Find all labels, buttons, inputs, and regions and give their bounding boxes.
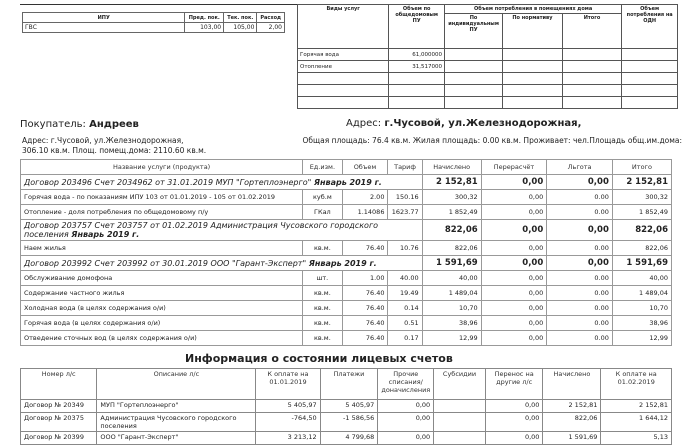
service-charged: 822,06: [422, 241, 481, 256]
service-tariff: 0.14: [388, 301, 422, 316]
contract-total: 2 152,81: [612, 175, 671, 190]
acc-header-charged: Начислено: [543, 369, 601, 400]
ipu-name: ГВС: [23, 23, 185, 33]
house-service: Горячая вода: [298, 49, 389, 61]
house-row: [298, 85, 678, 97]
service-total: 38,96: [612, 316, 671, 331]
svc-header-unit: Ед.изм.: [303, 160, 342, 175]
service-volume: 76.40: [342, 241, 388, 256]
service-benefit: 0.00: [547, 301, 613, 316]
contract-row: [21, 256, 672, 271]
contract-charged: 822,06: [422, 220, 481, 241]
account-payments: 5 405,97: [320, 400, 378, 413]
account-number: Договор № 20349: [21, 400, 97, 413]
account-number: Договор № 20399: [21, 432, 97, 445]
contract-recalc: 0,00: [481, 175, 547, 190]
service-charged: 10,70: [422, 301, 481, 316]
services-table: [20, 159, 672, 346]
svc-header-benefit: Льгота: [547, 160, 613, 175]
house-volume-table: [297, 4, 678, 109]
account-transfer: 0,00: [485, 432, 543, 445]
ipu-table: [22, 12, 285, 33]
service-tariff: 0.17: [388, 331, 422, 346]
service-charged: 300,32: [422, 190, 481, 205]
contract-total: 1 591,69: [612, 256, 671, 271]
service-total: 300,32: [612, 190, 671, 205]
ipu-row: [23, 23, 285, 33]
service-total: 40,00: [612, 271, 671, 286]
service-recalc: 0,00: [481, 331, 547, 346]
service-total: 1 489,04: [612, 286, 671, 301]
account-transfer: 0,00: [485, 400, 543, 413]
address-details-right: Общая площадь: 76.4 кв.м. Жилая площадь: 0.00 кв.м. Проживает: чел.Площадь общ.им.дома:: [302, 136, 682, 145]
address-value: г.Чусовой, ул.Железнодорожная,: [384, 118, 582, 129]
svc-header-charged: Начислено: [422, 160, 481, 175]
house-header-common: Объем по общедомовым ПУ: [389, 5, 445, 49]
accounts-table: [20, 368, 672, 445]
house-service: Отопление: [298, 61, 389, 73]
service-benefit: 0.00: [547, 190, 613, 205]
house-header-total: Итого: [562, 14, 622, 49]
service-tariff: 40.00: [388, 271, 422, 286]
contract-benefit: 0,00: [547, 175, 613, 190]
service-tariff: 19.49: [388, 286, 422, 301]
acc-header-number: Номер л/с: [21, 369, 97, 400]
account-payments: -1 586,56: [320, 413, 378, 432]
ipu-header-name: ИПУ: [23, 13, 185, 23]
service-benefit: 0.00: [547, 205, 613, 220]
account-payments: 4 799,68: [320, 432, 378, 445]
account-other: 0,00: [378, 400, 434, 413]
service-charged: 12,99: [422, 331, 481, 346]
house-header-rooms: Объем потребления в помещениях дома: [444, 5, 621, 14]
service-row: [21, 190, 672, 205]
house-row: [298, 73, 678, 85]
service-benefit: 0.00: [547, 241, 613, 256]
service-recalc: 0,00: [481, 190, 547, 205]
svc-header-name: Название услуги (продукта): [21, 160, 303, 175]
service-charged: 40,00: [422, 271, 481, 286]
account-due-end: 5,13: [601, 432, 672, 445]
service-row: [21, 286, 672, 301]
service-total: 12,99: [612, 331, 671, 346]
acc-header-payments: Платежи: [320, 369, 378, 400]
service-volume: 76.40: [342, 331, 388, 346]
house-header-odn: Объем потребления на ОДН: [622, 5, 678, 49]
service-benefit: 0.00: [547, 271, 613, 286]
account-other: 0,00: [378, 413, 434, 432]
service-row: [21, 205, 672, 220]
buyer-label: Покупатель:: [20, 119, 86, 130]
acc-header-due-start: К оплате на 01.01.2019: [256, 369, 320, 400]
service-benefit: 0.00: [547, 316, 613, 331]
accounts-info-title: Информация о состоянии лицевых счетов: [185, 352, 453, 365]
service-volume: 2.00: [342, 190, 388, 205]
service-recalc: 0,00: [481, 241, 547, 256]
service-charged: 1 489,04: [422, 286, 481, 301]
address-main: [346, 118, 581, 129]
service-name: Горячая вода - по показаниям ИПУ 103 от 01.01.2019 - 105 от 01.02.2019: [21, 190, 303, 205]
service-row: [21, 271, 672, 286]
contract-title-cell: [21, 256, 423, 271]
service-volume: 1.14086: [342, 205, 388, 220]
account-subsidy: [434, 413, 486, 432]
house-header-service: Виды услуг: [298, 5, 389, 49]
ipu-header-curr: Тек. пок.: [224, 13, 257, 23]
account-subsidy: [434, 432, 486, 445]
contract-recalc: 0,00: [481, 220, 547, 241]
account-due-start: 3 213,12: [256, 432, 320, 445]
service-recalc: 0,00: [481, 301, 547, 316]
service-unit: ГКал: [303, 205, 342, 220]
service-unit: куб.м: [303, 190, 342, 205]
contract-recalc: 0,00: [481, 256, 547, 271]
account-charged: 2 152,81: [543, 400, 601, 413]
contract-title: Договор 203757 Счет 203757 от 01.02.2019 Администрация Чусовского городского поселения: [24, 221, 379, 239]
ipu-curr: 105,00: [224, 23, 257, 33]
account-number: Договор № 20375: [21, 413, 97, 432]
service-unit: кв.м.: [303, 316, 342, 331]
acc-header-due-end: К оплате на 01.02.2019: [601, 369, 672, 400]
service-total: 1 852,49: [612, 205, 671, 220]
contract-period: Январь 2019 г.: [71, 230, 140, 239]
contract-charged: 2 152,81: [422, 175, 481, 190]
service-benefit: 0.00: [547, 331, 613, 346]
contract-row: [21, 175, 672, 190]
contract-total: 822,06: [612, 220, 671, 241]
svc-header-total: Итого: [612, 160, 671, 175]
contract-row: [21, 220, 672, 241]
service-name: Наем жилья: [21, 241, 303, 256]
ipu-usage: 2,00: [257, 23, 285, 33]
buyer: [20, 119, 139, 130]
account-description: Администрация Чусовского городского поселения: [97, 413, 256, 432]
account-due-end: 2 152,81: [601, 400, 672, 413]
service-recalc: 0,00: [481, 316, 547, 331]
contract-title-cell: [21, 220, 423, 241]
svc-header-recalc: Перерасчёт: [481, 160, 547, 175]
acc-header-transfer: Перенос на другие л/с: [485, 369, 543, 400]
contract-period: Январь 2019 г.: [308, 258, 377, 268]
house-common: 61,000000: [389, 49, 445, 61]
service-row: [21, 331, 672, 346]
ipu-prev: 103,00: [185, 23, 224, 33]
account-other: 0,00: [378, 432, 434, 445]
acc-header-description: Описание л/с: [97, 369, 256, 400]
service-recalc: 0,00: [481, 205, 547, 220]
contract-benefit: 0,00: [547, 256, 613, 271]
house-row: [298, 61, 678, 73]
service-total: 822,06: [612, 241, 671, 256]
account-due-start: 5 405,97: [256, 400, 320, 413]
service-row: [21, 241, 672, 256]
service-name: Обслуживание домофона: [21, 271, 303, 286]
house-row: [298, 97, 678, 109]
service-name: Горячая вода (в целях содержания о/и): [21, 316, 303, 331]
service-unit: кв.м.: [303, 286, 342, 301]
service-charged: 1 852,49: [422, 205, 481, 220]
acc-header-subsidy: Субсидии: [434, 369, 486, 400]
house-row: [298, 49, 678, 61]
acc-header-other: Прочие списания/доначисления: [378, 369, 434, 400]
address-details-left: Адрес: г.Чусовой, ул.Железнодорожная,: [22, 136, 184, 145]
buyer-name: Андреев: [89, 119, 139, 130]
service-volume: 76.40: [342, 301, 388, 316]
house-common: 31,517000: [389, 61, 445, 73]
ipu-header-row: [23, 13, 285, 23]
service-total: 10,70: [612, 301, 671, 316]
account-due-end: 1 644,12: [601, 413, 672, 432]
service-volume: 76.40: [342, 316, 388, 331]
contract-title: Договор 203992 Счет 203992 от 30.01.2019 ООО "Гарант-Эксперт": [24, 258, 307, 268]
contract-title: Договор 203496 Счет 2034962 от 31.01.2019 МУП "Гортеплоэнерго": [24, 177, 312, 187]
service-name: Содержание частного жилья: [21, 286, 303, 301]
service-charged: 38,96: [422, 316, 481, 331]
service-tariff: 150.16: [388, 190, 422, 205]
service-unit: кв.м.: [303, 241, 342, 256]
ipu-header-usage: Расход: [257, 13, 285, 23]
house-header-row: [298, 5, 678, 14]
svc-header-tariff: Тариф: [388, 160, 422, 175]
ipu-header-prev: Пред. пок.: [185, 13, 224, 23]
contract-benefit: 0,00: [547, 220, 613, 241]
contract-period: Январь 2019 г.: [313, 177, 382, 187]
contract-title-cell: [21, 175, 423, 190]
account-description: МУП "Гортеплоэнерго": [97, 400, 256, 413]
service-unit: кв.м.: [303, 331, 342, 346]
service-name: Отопление - доля потребления по общедомовому п/у: [21, 205, 303, 220]
service-unit: кв.м.: [303, 301, 342, 316]
service-row: [21, 316, 672, 331]
address-label: Адрес:: [346, 118, 382, 129]
account-subsidy: [434, 400, 486, 413]
service-tariff: 0.51: [388, 316, 422, 331]
account-row: [21, 400, 672, 413]
service-name: Холодная вода (в целях содержания о/и): [21, 301, 303, 316]
svc-header-volume: Объем: [342, 160, 388, 175]
service-row: [21, 301, 672, 316]
account-charged: 822,06: [543, 413, 601, 432]
services-header-row: [21, 160, 672, 175]
address-details-line2: 306.10 кв.м. Площ. помещ.дома: 2110.60 кв.м.: [22, 146, 207, 155]
address-details: [22, 136, 682, 156]
accounts-header-row: [21, 369, 672, 400]
service-volume: 1.00: [342, 271, 388, 286]
service-recalc: 0,00: [481, 286, 547, 301]
account-description: ООО "Гарант-Эксперт": [97, 432, 256, 445]
service-volume: 76.40: [342, 286, 388, 301]
account-charged: 1 591,69: [543, 432, 601, 445]
account-row: [21, 413, 672, 432]
service-tariff: 10.76: [388, 241, 422, 256]
service-tariff: 1623.77: [388, 205, 422, 220]
service-benefit: 0.00: [547, 286, 613, 301]
account-row: [21, 432, 672, 445]
house-header-individual: По индивидуальным ПУ: [444, 14, 502, 49]
contract-charged: 1 591,69: [422, 256, 481, 271]
house-header-norm: По нормативу: [503, 14, 563, 49]
account-transfer: 0,00: [485, 413, 543, 432]
account-due-start: -764,50: [256, 413, 320, 432]
service-recalc: 0,00: [481, 271, 547, 286]
service-unit: шт.: [303, 271, 342, 286]
service-name: Отведение сточных вод (в целях содержания о/и): [21, 331, 303, 346]
